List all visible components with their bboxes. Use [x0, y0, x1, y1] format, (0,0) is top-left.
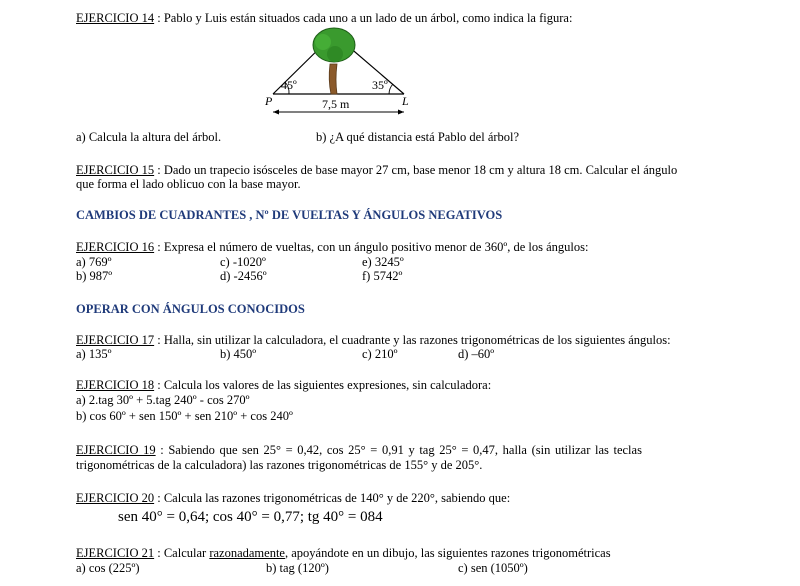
- list-item: f) 5742º: [362, 269, 403, 283]
- ex17-text: : Halla, sin utilizar la calculadora, el cuadrante y las razones trigonométricas de los siguientes ángulos:: [154, 333, 671, 347]
- ex14-text: : Pablo y Luis están situados cada uno a un lado de un árbol, como indica la figura:: [154, 11, 573, 25]
- tree-trunk: [329, 64, 337, 94]
- list-item: b) 450º: [220, 347, 257, 361]
- ex16-statement: [76, 240, 588, 254]
- ex20-formula: sen 40° = 0,64; cos 40° = 0,77; tg 40° = 084: [118, 509, 383, 525]
- ex16-label: EJERCICIO 16: [76, 240, 155, 254]
- ex15-line2: que forma el lado oblicuo con la base mayor.: [76, 177, 301, 191]
- list-item: c) sen (1050º): [458, 561, 528, 575]
- ex14-statement: [76, 11, 572, 25]
- ex21-text-pre: : Calcular: [154, 546, 210, 560]
- ex20-text: : Calcula las razones trigonométricas de 140° y de 220°, sabiendo que:: [154, 491, 511, 505]
- point-p-label: P: [265, 94, 273, 108]
- tree-icon: [313, 28, 355, 62]
- ex20-label: EJERCICIO 20: [76, 491, 155, 505]
- list-item: a) 135º: [76, 347, 112, 361]
- ex19-line1: [76, 443, 642, 457]
- list-item: c) 210º: [362, 347, 398, 361]
- list-item: a) 769º: [76, 255, 112, 269]
- section-heading-operar: OPERAR CON ÁNGULOS CONOCIDOS: [76, 302, 305, 316]
- ex19-line2: trigonométricas de la calculadora) las razones trigonométricas de 155° y de 205°.: [76, 458, 483, 472]
- distance-label: 7,5 m: [322, 97, 350, 111]
- ex19-label: EJERCICIO 19: [76, 443, 156, 457]
- list-item: b) 987º: [76, 269, 113, 283]
- ex20-statement: [76, 491, 510, 505]
- ex21-text-underlined: razonadamente: [209, 546, 285, 560]
- ex18-a: a) 2.tag 30º + 5.tag 240º - cos 270º: [76, 393, 250, 407]
- ex18-statement: [76, 378, 491, 392]
- list-item: e) 3245º: [362, 255, 404, 269]
- ex14-a: a) Calcula la altura del árbol.: [76, 130, 222, 144]
- list-item: d) –60º: [458, 347, 495, 361]
- list-item: d) -2456º: [220, 269, 267, 283]
- list-item: c) -1020º: [220, 255, 266, 269]
- ex19-text: : Sabiendo que sen 25° = 0,42, cos 25° = 0,91 y tag 25° = 0,47, halla (sin utilizar las teclas: [155, 443, 642, 457]
- section-heading-cuadrantes: CAMBIOS DE CUADRANTES , Nº DE VUELTAS Y ÁNGULOS NEGATIVOS: [76, 208, 503, 222]
- ex14-b: b) ¿A qué distancia está Pablo del árbol?: [316, 130, 520, 144]
- ex18-label: EJERCICIO 18: [76, 378, 155, 392]
- list-item: a) cos (225º): [76, 561, 140, 575]
- ex18-b: b) cos 60º + sen 150º + sen 210º + cos 240º: [76, 409, 293, 423]
- angle-right-label: 35º: [372, 78, 388, 92]
- ex15-text: : Dado un trapecio isósceles de base mayor 27 cm, base menor 18 cm y altura 18 cm. Calcular el ángulo: [154, 163, 678, 177]
- angle-left-label: 45º: [281, 78, 297, 92]
- ex14-label: EJERCICIO 14: [76, 11, 155, 25]
- ex18-text: : Calcula los valores de las siguientes expresiones, sin calculadora:: [154, 378, 492, 392]
- ex17-statement: [76, 333, 671, 347]
- tree-figure: [255, 24, 420, 116]
- ex16-text: : Expresa el número de vueltas, con un ángulo positivo menor de 360º, de los ángulos:: [154, 240, 589, 254]
- ex21-label: EJERCICIO 21: [76, 546, 155, 560]
- ex17-label: EJERCICIO 17: [76, 333, 155, 347]
- ex15-label: EJERCICIO 15: [76, 163, 155, 177]
- ex21-statement: [76, 546, 611, 560]
- ex21-text-post: , apoyándote en un dibujo, las siguientes razones trigonométricas: [284, 546, 611, 560]
- point-l-label: L: [402, 94, 409, 108]
- list-item: b) tag (120º): [266, 561, 329, 575]
- ex15-line1: [76, 163, 677, 177]
